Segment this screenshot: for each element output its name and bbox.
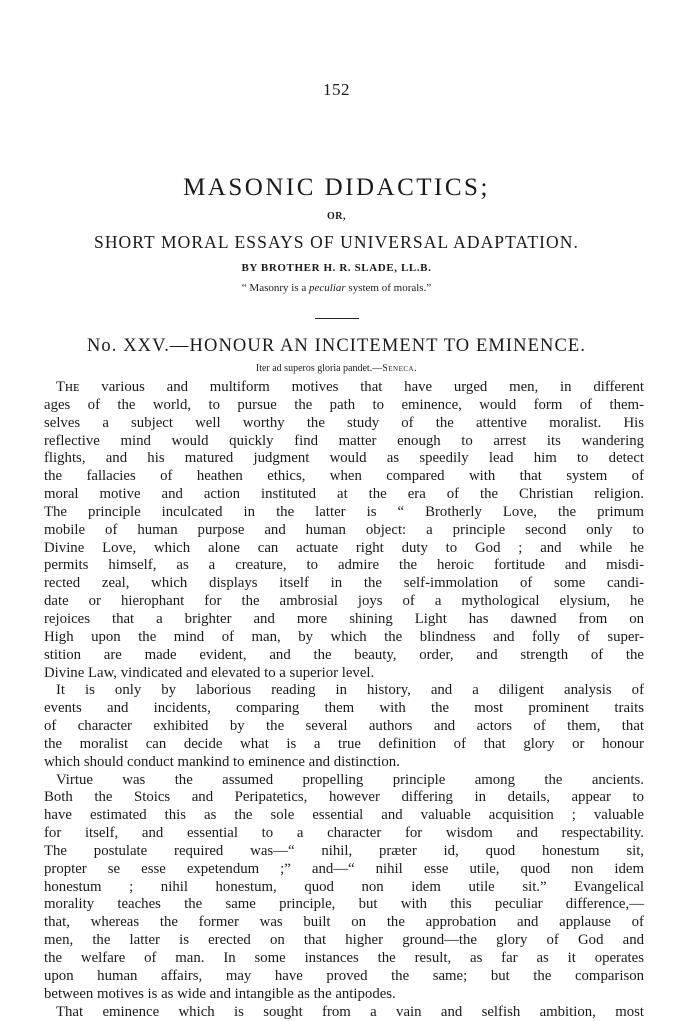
body-line: stition are made evident, and the beauty, order, and strength of the	[44, 646, 644, 663]
motto-before: “ Masonry is a	[241, 282, 309, 294]
body-line: rected zeal, which displays itself in the self-immolation of some candi-	[44, 575, 644, 592]
body-line: flights, and his matured judgment would as speedily lead him to detect	[44, 450, 644, 467]
author-byline: BY BROTHER H. R. SLADE, LL.B.	[241, 262, 432, 274]
body-line: propter se esse expetendum ;” and—“ nihil esse utile, quod non idem	[44, 860, 644, 877]
body-line: selves a subject well worthy the study of the attentive moralist. His	[44, 414, 644, 431]
section-divider	[315, 318, 359, 319]
body-line: Divine Love, which alone can actuate right duty to God ; and while he	[44, 539, 644, 556]
title-conjunction: OR,	[327, 211, 346, 222]
body-line: It is only by laborious reading in history, and a diligent analysis of	[56, 682, 644, 699]
body-line: honestum ; nihil honestum, quod non idem utile sit.” Evangelical	[44, 878, 644, 895]
body-line: Both the Stoics and Peripatetics, however differing in details, appear to	[44, 789, 644, 806]
page-title: MASONIC DIDACTICS;	[183, 174, 490, 201]
body-line: reflective mind would quickly find matter enough to arrest its wandering	[44, 432, 644, 449]
essay-body	[44, 379, 644, 1021]
motto-italic: peculiar	[309, 282, 346, 294]
epigraph	[0, 363, 673, 374]
body-line: mobile of human purpose and human object: a principle second only to	[44, 521, 644, 538]
body-line: men, the latter is erected on that higher ground—the glory of God and	[44, 932, 644, 949]
motto	[0, 282, 673, 294]
body-line: the welfare of man. In some instances the result, as far as it operates	[44, 950, 644, 966]
page-number: 152	[323, 80, 350, 99]
epigraph-source: Seneca.	[382, 363, 418, 374]
body-line: events and incidents, comparing them with the most prominent traits	[44, 700, 644, 717]
epigraph-text: Iter ad superos gloria pandet.—	[255, 363, 383, 374]
body-line: have estimated this as the sole essential and valuable acquisition ; valuable	[44, 807, 644, 824]
body-line: rejoices that a brighter and more shining Light has dawned from on	[44, 610, 644, 627]
body-line: The postulate required was—“ nihil, præter id, quod honestum sit,	[44, 842, 644, 859]
page-subtitle: SHORT MORAL ESSAYS OF UNIVERSAL ADAPTATION.	[93, 232, 579, 252]
body-line: between motives is as wide and intangible as the antipodes.	[44, 985, 396, 1002]
essay-heading: No. XXV.—HONOUR AN INCITEMENT TO EMINENCE.	[86, 336, 587, 356]
body-line: Divine Law, vindicated and elevated to a superior level.	[44, 664, 375, 681]
motto-after: system of morals.”	[345, 282, 432, 294]
body-line: permits himself, as a creature, to admire the heroic fortitude and misdi-	[44, 557, 644, 574]
body-line: the fallacies of heathen ethics, when compared with that system of	[44, 468, 644, 485]
body-line: that, whereas the former was built on the approbation and applause of	[44, 914, 644, 931]
body-line: for itself, and essential to a character for wisdom and respectability.	[44, 825, 644, 842]
body-line: That eminence which is sought from a vain and selfish ambition, most	[56, 1003, 644, 1020]
body-line: morality teaches the same principle, but with this peculiar difference,—	[44, 896, 644, 913]
body-line: which should conduct mankind to eminence and distinction.	[44, 753, 400, 770]
body-line: Virtue was the assumed propelling principle among the ancients.	[56, 771, 644, 788]
body-line: High upon the mind of man, by which the blindness and folly of super-	[44, 628, 644, 645]
body-line: moral motive and action instituted at the era of the Christian religion.	[44, 486, 644, 503]
body-line: upon human affairs, may have proved the same; but the comparison	[44, 967, 644, 984]
body-line: The principle inculcated in the latter is “ Brotherly Love, the primum	[44, 503, 644, 520]
body-line: of character exhibited by the several authors and actors of them, that	[44, 718, 644, 735]
body-line: ages of the world, to pursue the path to eminence, would form of them-	[44, 396, 644, 413]
body-line: date or hierophant for the ambrosial joys of a mythological elysium, he	[44, 593, 644, 610]
body-line: Tʜᴇ various and multiform motives that have urged men, in different	[56, 379, 644, 395]
body-line: the moralist can decide what is a true definition of that glory or honour	[44, 735, 644, 752]
